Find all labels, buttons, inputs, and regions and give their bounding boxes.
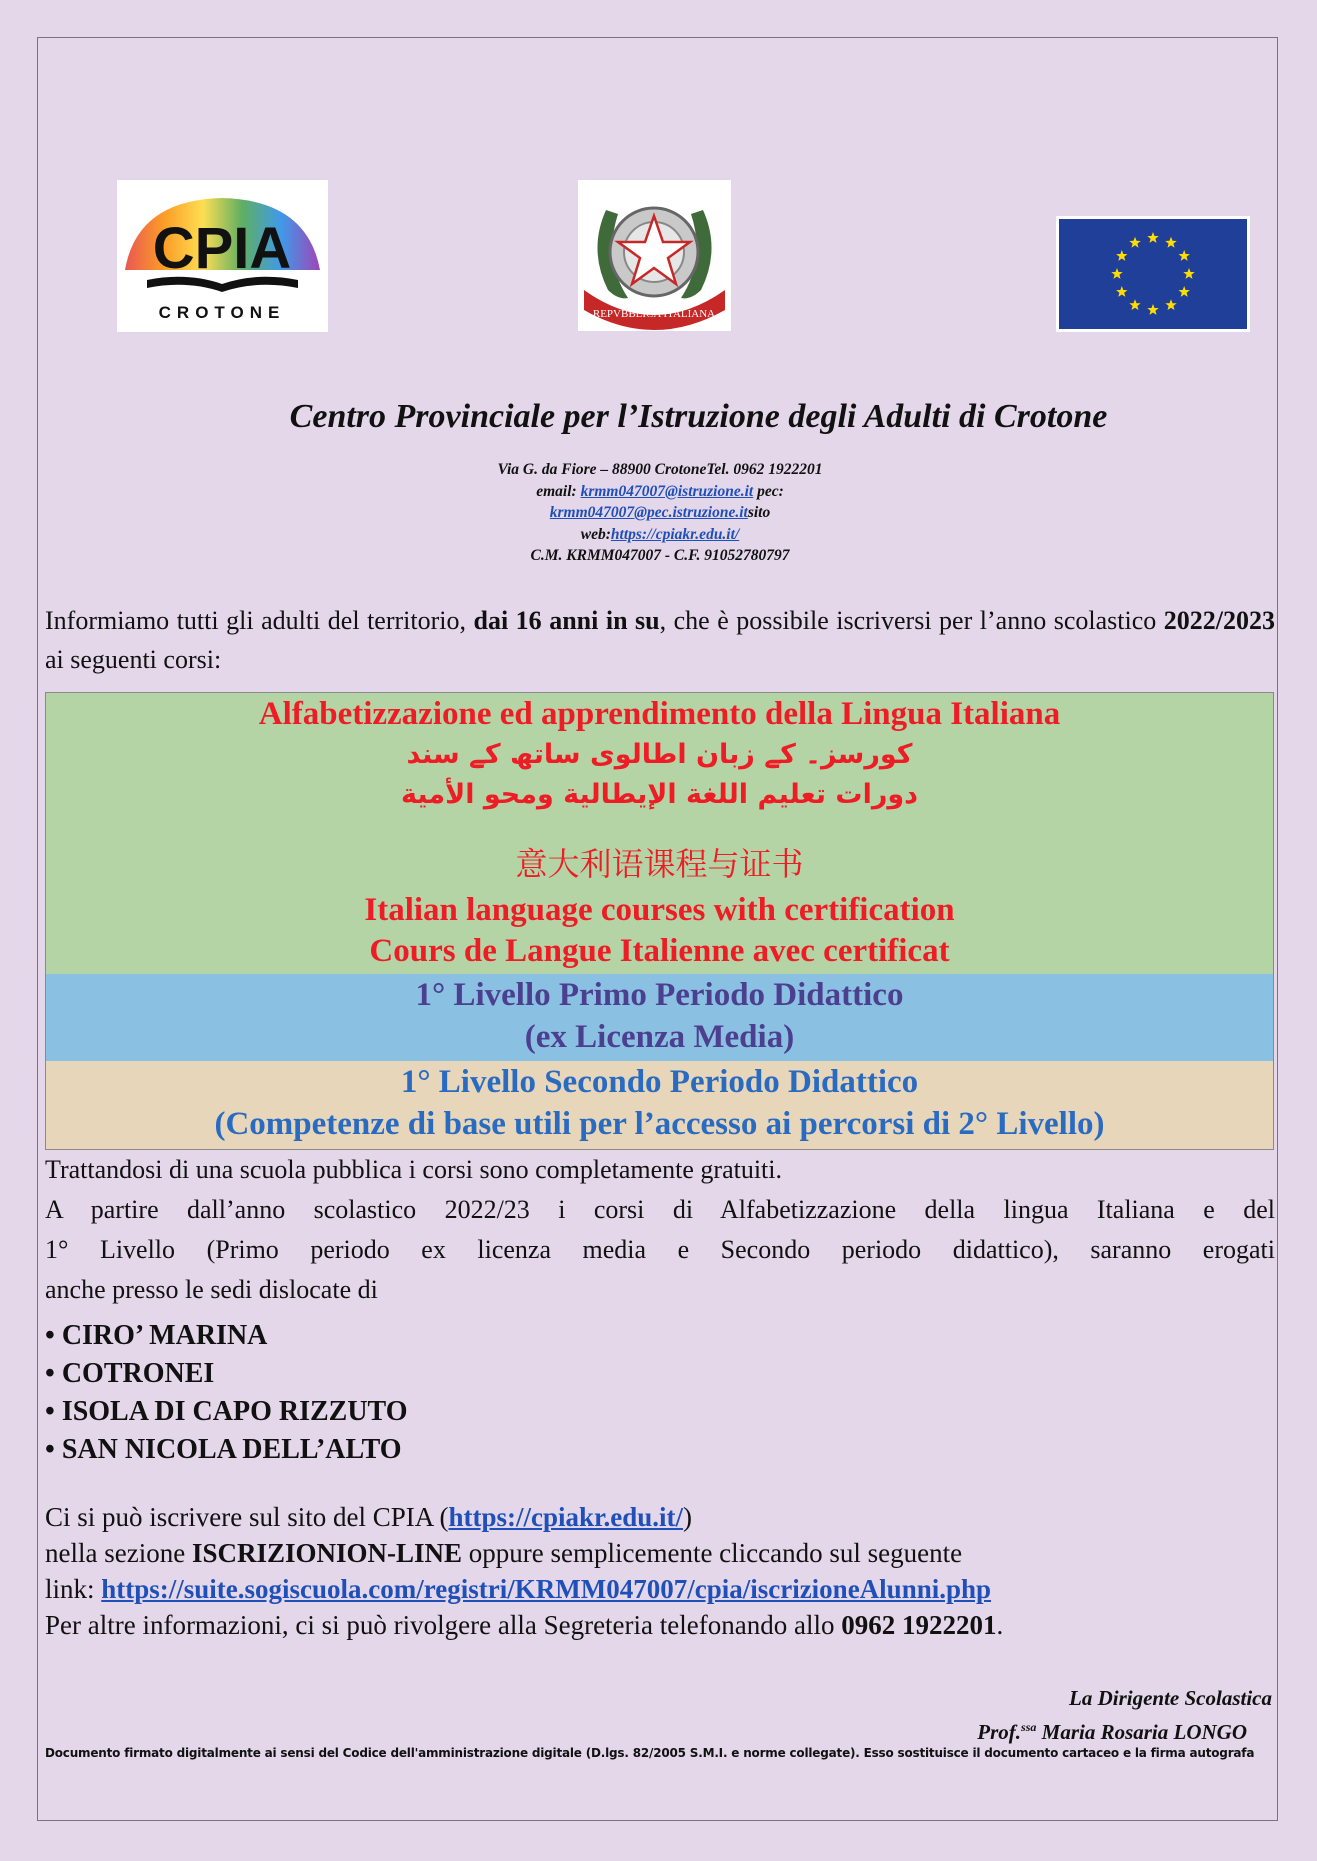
literacy-course-row <box>46 693 1273 974</box>
free-courses-text: Trattandosi di una scuola pubblica i corsi sono completamente gratuiti. <box>45 1155 783 1184</box>
email-link[interactable]: krmm047007@istruzione.it <box>580 482 754 500</box>
literacy-french: Cours de Langue Italienne avec certificat <box>369 933 950 969</box>
info-line: A partire dall’anno scolastico 2022/23 i corsi di Alfabetizzazione della lingua Italiana e del <box>45 1195 1275 1224</box>
emblem-text: REPVBBLICA ITALIANA <box>592 308 716 320</box>
location-item: • ISOLA DI CAPO RIZZUTO <box>45 1393 408 1431</box>
enroll-text: oppure semplicemente cliccando sul seguente <box>462 1538 963 1568</box>
literacy-english: Italian language courses with certification <box>364 892 955 928</box>
cpia-logo-subtext: CROTONE <box>158 303 286 322</box>
locations-list <box>45 1317 408 1469</box>
enroll-section-name: ISCRIZIONION-LINE <box>191 1538 463 1568</box>
signature-prefix: Prof. <box>977 1720 1022 1744</box>
signature-role: La Dirigente Scolastica <box>1069 1686 1272 1710</box>
literacy-urdu: کورسز۔ کے زبان اطالوی ساتھ کے سند <box>406 739 913 770</box>
level1-first-subtitle: (ex Licenza Media) <box>524 1019 795 1055</box>
level1-second-period-row <box>46 1061 1273 1149</box>
site-label: sito <box>747 504 771 521</box>
italian-republic-emblem <box>578 180 731 331</box>
courses-table <box>45 692 1274 1150</box>
enroll-text: . <box>996 1610 1004 1640</box>
literacy-italian: Alfabetizzazione ed apprendimento della Lingua Italiana <box>258 696 1061 732</box>
level1-second-subtitle: (Competenze di base utili per l’accesso ai percorsi di 2° Livello) <box>214 1106 1105 1142</box>
website-link[interactable]: https://cpiakr.edu.it/ <box>610 525 740 543</box>
enroll-text: ) <box>683 1502 693 1532</box>
intro-year: 2022/2023 <box>1163 606 1275 635</box>
level1-first-title: 1° Livello Primo Periodo Didattico <box>415 977 904 1013</box>
address: Via G. da Fiore – 88900 CrotoneTel. 0962 1922201 <box>497 461 823 478</box>
enroll-text: Ci si può iscrivere sul sito del CPIA ( <box>45 1502 449 1532</box>
info-line: 1° Livello (Primo periodo ex licenza media e Secondo periodo didattico), saranno erogati <box>45 1235 1275 1264</box>
literacy-chinese: 意大利语课程与证书 <box>515 845 804 883</box>
enroll-text: Per altre informazioni, ci si può rivolgere alla Segreteria telefonando allo <box>45 1610 842 1640</box>
level1-first-period-row <box>46 974 1273 1061</box>
info-line: anche presso le sedi dislocate di <box>45 1275 378 1304</box>
location-item: • CIRO’ MARINA <box>45 1317 408 1355</box>
email-label: email: <box>536 482 577 500</box>
signature-prefix-sup: ssa <box>1021 1720 1037 1734</box>
info-paragraph <box>45 1150 1275 1310</box>
enroll-text: link: <box>45 1574 102 1604</box>
enroll-text: nella sezione <box>45 1538 192 1568</box>
intro-text: Informiamo tutti gli adulti del territorio, <box>45 606 474 635</box>
literacy-arabic: دورات تعليم اللغة الإيطالية ومحو الأمية <box>400 779 919 810</box>
enrollment-link[interactable]: https://suite.sogiscuola.com/registri/KRMM047007/cpia/iscrizioneAlunni.php <box>101 1574 992 1604</box>
pec-label: pec: <box>757 482 784 500</box>
intro-paragraph <box>45 601 1275 679</box>
contact-block <box>440 459 880 567</box>
intro-text: , che è possibile iscriversi per l’anno scolastico <box>659 606 1164 635</box>
intro-age: dai 16 anni in su <box>473 606 660 635</box>
cpia-logo <box>117 180 328 332</box>
signature-name: Maria Rosaria LONGO <box>1036 1720 1247 1744</box>
school-codes: C.M. KRMM047007 - C.F. 91052780797 <box>530 547 790 564</box>
cpia-logo-text: CPIA <box>152 216 292 281</box>
pec-link[interactable]: krmm047007@pec.istruzione.it <box>549 504 748 521</box>
enrollment-paragraph <box>45 1499 1275 1643</box>
signature-block <box>977 1684 1272 1747</box>
institution-title: Centro Provinciale per l’Istruzione degli Adulti di Crotone <box>289 398 1108 435</box>
level1-second-title: 1° Livello Secondo Periodo Didattico <box>400 1064 919 1100</box>
cpia-site-link[interactable]: https://cpiakr.edu.it/ <box>448 1502 684 1532</box>
location-item: • COTRONEI <box>45 1355 408 1393</box>
office-phone: 0962 1922201 <box>841 1610 997 1640</box>
intro-text: ai seguenti corsi: <box>45 645 222 674</box>
web-label: web: <box>580 525 611 543</box>
digital-signature-note: Documento firmato digitalmente ai sensi del Codice dell'amministrazione digitale (D.lgs. 82/2005 S.M.I. e norme collegate). Esso sostituisce il documento cartaceo e la firma autografa <box>45 1746 1255 1760</box>
location-item: • SAN NICOLA DELL’ALTO <box>45 1431 408 1469</box>
eu-flag <box>1056 216 1250 332</box>
